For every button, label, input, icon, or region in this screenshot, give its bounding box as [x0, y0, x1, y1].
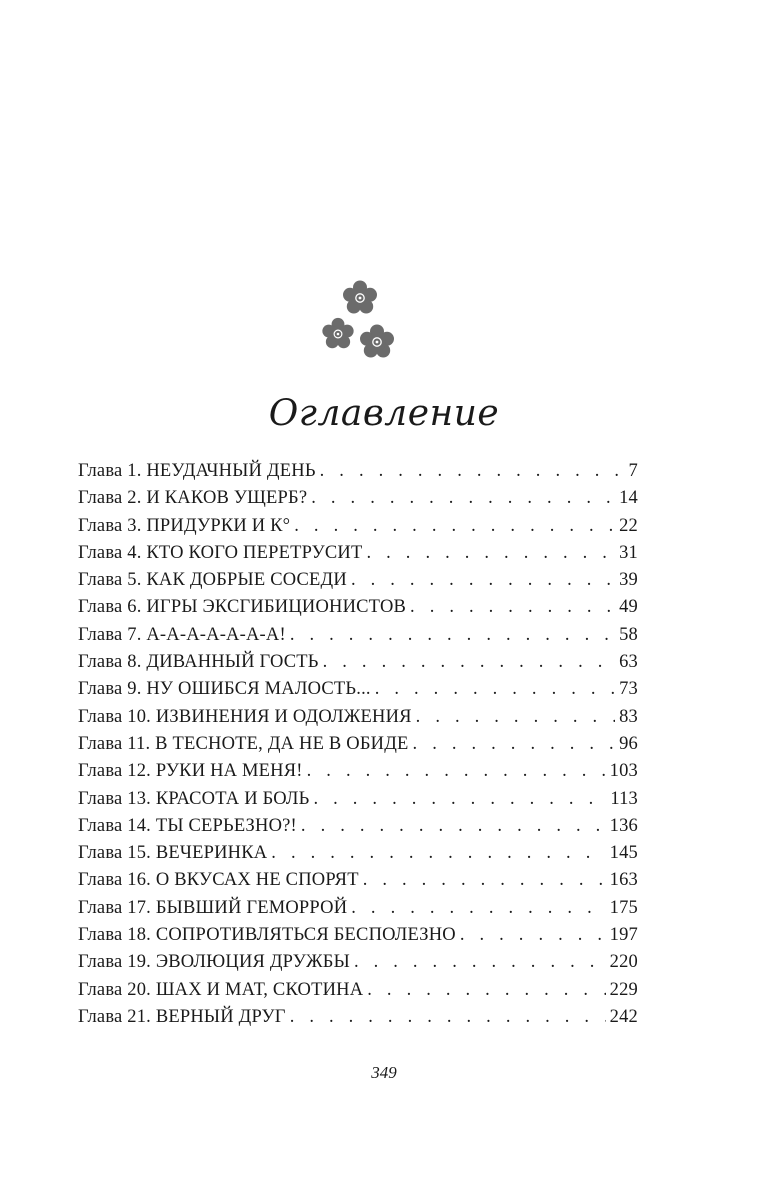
toc-entry-label: Глава 12. РУКИ НА МЕНЯ!: [78, 761, 303, 782]
toc-entry: [78, 676, 638, 703]
toc-leader-dots: [311, 485, 615, 512]
toc-leader-dots: [410, 594, 615, 621]
toc-entry: [78, 922, 638, 949]
toc-entry-page: 14: [619, 488, 638, 509]
toc-entry: [78, 704, 638, 731]
flower-cluster-icon: [319, 278, 401, 364]
toc-entry-page: 103: [609, 761, 638, 782]
page-number: 349: [371, 1063, 397, 1082]
toc-entry-page: 242: [609, 1006, 638, 1027]
toc-leader-dots: [290, 1004, 606, 1031]
toc-entry-page: 7: [628, 461, 638, 481]
toc-entry: [78, 1004, 638, 1031]
toc-leader-dots: [413, 731, 616, 758]
toc-leader-dots: [367, 977, 605, 1004]
toc-entry-label: Глава 9. НУ ОШИБСЯ МАЛОСТЬ...: [78, 679, 371, 700]
toc-entry-label: Глава 21. ВЕРНЫЙ ДРУГ: [78, 1006, 286, 1027]
toc-entry-page: 197: [609, 925, 638, 946]
toc-leader-dots: [351, 895, 605, 922]
toc-entry-page: 175: [609, 897, 638, 918]
toc-entry: [78, 758, 638, 785]
flower-left: [322, 318, 353, 348]
toc-entry-page: 136: [609, 815, 638, 836]
toc-entry-page: 63: [619, 652, 638, 673]
toc-leader-dots: [416, 704, 615, 731]
toc-entry: [78, 949, 638, 976]
toc-entry: [78, 622, 638, 649]
flower-top: [343, 281, 377, 314]
toc-title: Оглавление: [268, 393, 500, 434]
toc-leader-dots: [323, 649, 615, 676]
toc-entry-page: 49: [619, 597, 638, 618]
toc-entry-page: 145: [609, 843, 638, 864]
toc-entry-label: Глава 17. БЫВШИЙ ГЕМОРРОЙ: [78, 897, 348, 918]
toc-entry-page: 229: [609, 979, 638, 1000]
toc-entry-label: Глава 16. О ВКУСАХ НЕ СПОРЯТ: [78, 870, 359, 891]
toc-entry-page: 73: [619, 679, 638, 700]
toc-leader-dots: [294, 513, 615, 540]
toc-list: [78, 458, 638, 1031]
toc-entry-label: Глава 20. ШАХ И МАТ, СКОТИНА: [78, 979, 364, 1000]
toc-leader-dots: [367, 540, 616, 567]
toc-entry-label: Глава 18. СОПРОТИВЛЯТЬСЯ БЕСПОЛЕЗНО: [78, 925, 456, 946]
toc-leader-dots: [307, 758, 606, 785]
toc-leader-dots: [271, 840, 605, 867]
toc-entry: [78, 485, 638, 512]
toc-entry-label: Глава 2. И КАКОВ УЩЕРБ?: [78, 488, 308, 509]
toc-entry-label: Глава 8. ДИВАННЫЙ ГОСТЬ: [78, 652, 319, 673]
toc-entry: [78, 513, 638, 540]
toc-leader-dots: [354, 949, 606, 976]
toc-leader-dots: [460, 922, 606, 949]
toc-entry-label: Глава 10. ИЗВИНЕНИЯ И ОДОЛЖЕНИЯ: [78, 706, 412, 727]
toc-entry: [78, 594, 638, 621]
toc-leader-dots: [313, 786, 606, 813]
toc-entry: [78, 458, 638, 485]
toc-entry-page: 96: [619, 733, 638, 754]
toc-entry-page: 220: [609, 952, 638, 973]
toc-entry-label: Глава 13. КРАСОТА И БОЛЬ: [78, 788, 310, 809]
toc-entry: [78, 540, 638, 567]
toc-entry-page: 31: [619, 542, 638, 563]
toc-leader-dots: [301, 813, 606, 840]
toc-leader-dots: [351, 567, 615, 594]
toc-entry-label: Глава 15. ВЕЧЕРИНКА: [78, 843, 268, 864]
toc-entry: [78, 649, 638, 676]
toc-entry-page: 113: [610, 788, 638, 809]
toc-entry: [78, 867, 638, 894]
toc-entry-page: 39: [619, 570, 638, 591]
toc-entry-page: 83: [619, 706, 638, 727]
toc-entry: [78, 567, 638, 594]
toc-leader-dots: [375, 676, 615, 703]
toc-entry-label: Глава 1. НЕУДАЧНЫЙ ДЕНЬ: [78, 461, 316, 481]
toc-entry-label: Глава 19. ЭВОЛЮЦИЯ ДРУЖБЫ: [78, 952, 350, 973]
toc-entry: [78, 813, 638, 840]
toc-entry: [78, 786, 638, 813]
toc-entry: [78, 977, 638, 1004]
toc-entry: [78, 895, 638, 922]
toc-entry-page: 22: [619, 515, 638, 536]
toc-entry-label: Глава 6. ИГРЫ ЭКСГИБИЦИОНИСТОВ: [78, 597, 407, 618]
toc-entry: [78, 840, 638, 867]
toc-entry-label: Глава 3. ПРИДУРКИ И К°: [78, 515, 291, 536]
toc-leader-dots: [320, 458, 625, 485]
toc-leader-dots: [290, 622, 615, 649]
toc-entry-label: Глава 4. КТО КОГО ПЕРЕТРУСИТ: [78, 542, 363, 563]
flower-right: [360, 325, 394, 358]
toc-entry: [78, 731, 638, 758]
toc-entry-label: Глава 14. ТЫ СЕРЬЕЗНО?!: [78, 815, 297, 836]
toc-entry-label: Глава 7. А-А-А-А-А-А-А!: [78, 624, 286, 645]
toc-entry-label: Глава 5. КАК ДОБРЫЕ СОСЕДИ: [78, 570, 347, 591]
toc-leader-dots: [363, 867, 606, 894]
toc-entry-page: 58: [619, 624, 638, 645]
toc-entry-page: 163: [609, 870, 638, 891]
toc-entry-label: Глава 11. В ТЕСНОТЕ, ДА НЕ В ОБИДЕ: [78, 733, 409, 754]
